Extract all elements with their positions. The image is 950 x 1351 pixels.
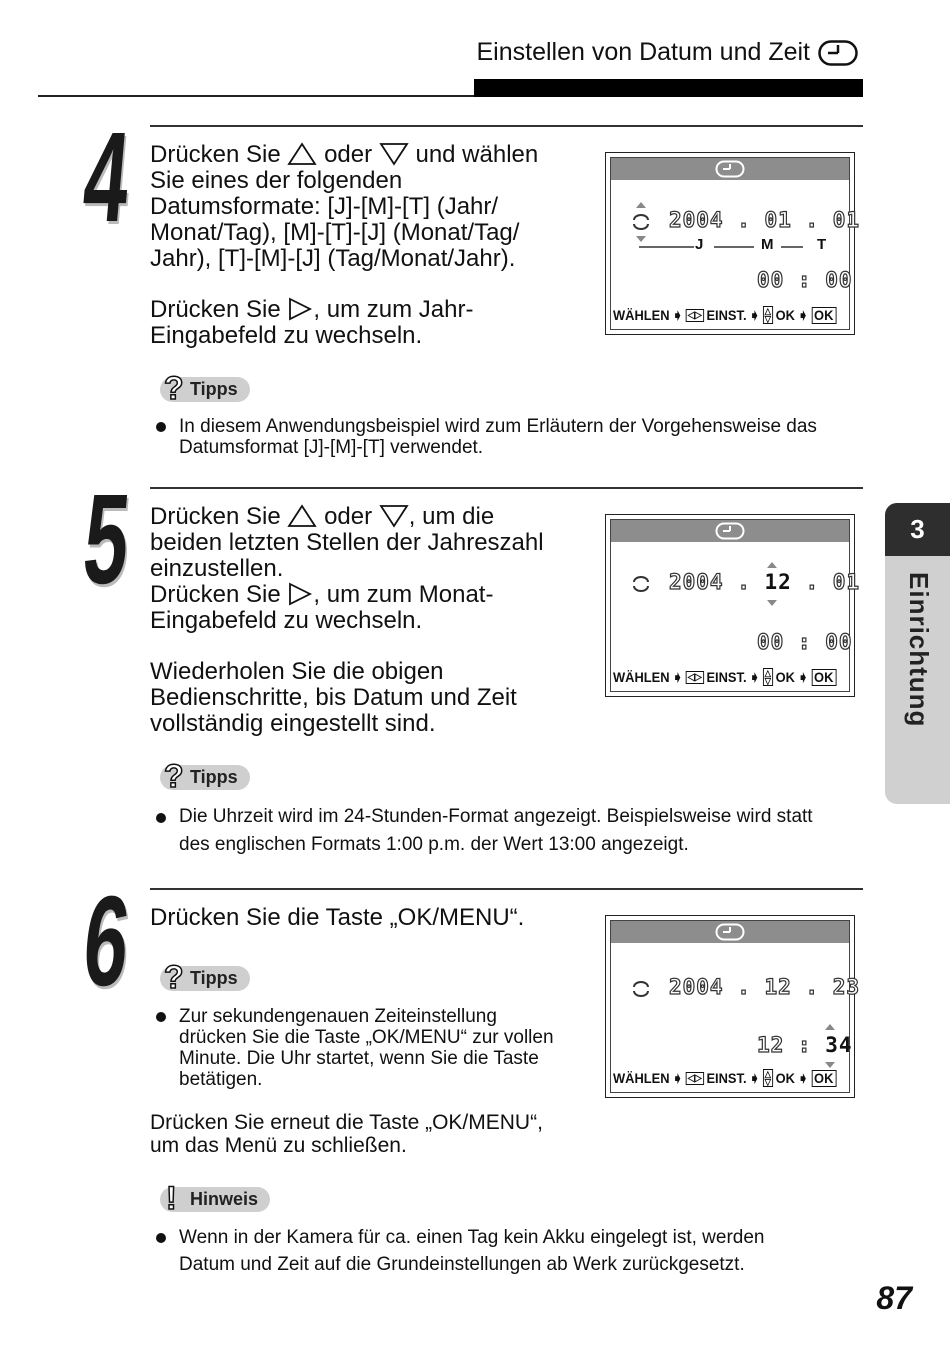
question-icon	[158, 371, 188, 405]
tips-badge: ? Tipps	[160, 965, 250, 991]
lcd-date: 2004 . 12 . 01	[669, 570, 861, 594]
up-down-keys-icon: △ ▽	[764, 1069, 772, 1087]
up-arrow-icon	[287, 504, 317, 528]
arrow-right-icon: ➧	[797, 1069, 809, 1086]
format-toggle-icon	[629, 977, 653, 1001]
step-number: 4	[78, 106, 135, 249]
camera-lcd-screen	[605, 915, 861, 1098]
bullet-icon	[156, 813, 166, 823]
arrow-right-icon: ➧	[749, 1069, 761, 1086]
lcd-date: 2004 . 12 . 23	[669, 975, 861, 999]
page-title: Einstellen von Datum und Zeit	[476, 38, 810, 66]
bullet-icon	[156, 1012, 166, 1022]
tip-note: Die Uhrzeit wird im 24-Stunden-Format angezeigt. Beispielsweise wird statt des englischen Formats 1:00 p.m. der Wert 13:00 angezeigt.	[152, 803, 872, 859]
lcd-date: 2004 . 01 . 01	[669, 208, 861, 232]
page-number: 87	[876, 1280, 912, 1316]
exclamation-icon	[158, 1181, 188, 1215]
clock-icon	[715, 923, 745, 941]
tips-badge: ? Tipps	[160, 376, 250, 402]
ok-key-icon: OK	[811, 1070, 836, 1087]
lcd-footer: WÄHLEN ➧ ◁▷ EINST. ➧ △ ▽ OK ➧ OK	[613, 1066, 828, 1090]
format-line	[781, 246, 803, 248]
camera-lcd-screen	[605, 152, 861, 335]
lcd-time: 00 : 00	[757, 268, 853, 292]
hinweis-badge: ! Hinweis	[160, 1186, 270, 1212]
step-4-instructions: Drücken Sie oder und wählen Sie eines der folgenden Datumsformate: [J]-[M]-[T] (Jahr/ Monat/Tag), [M]-[T]-[J] (Monat/Tag/ Jahr), [T]-[M]-[J] (Tag/Monat/Jahr). Drücken Sie , um zum Jahr- Eingabefeld zu wechseln.	[150, 141, 539, 349]
arrow-right-icon: ➧	[749, 668, 761, 685]
svg-text:!: !	[166, 1180, 177, 1215]
svg-text:?: ?	[164, 959, 184, 994]
format-line	[639, 246, 694, 248]
left-right-keys-icon: ◁▷	[687, 671, 702, 683]
chapter-number: 3	[885, 503, 950, 556]
ok-key-icon: OK	[811, 307, 836, 324]
step-divider	[150, 125, 863, 127]
arrow-right-icon: ➧	[672, 1069, 684, 1086]
arrow-right-icon: ➧	[797, 668, 809, 685]
tips-badge: ? Tipps	[160, 764, 250, 790]
svg-text:?: ?	[164, 370, 184, 405]
bullet-icon	[156, 422, 166, 432]
lcd-selected-field: 12	[764, 570, 792, 594]
header-rule	[38, 95, 474, 97]
lcd-footer: WÄHLEN ➧ ◁▷ EINST. ➧ △ ▽ OK ➧ OK	[613, 665, 828, 689]
format-line	[714, 246, 754, 248]
left-right-keys-icon: ◁▷	[687, 309, 702, 321]
question-icon	[158, 759, 188, 793]
clock-icon	[715, 522, 745, 540]
right-arrow-icon	[287, 582, 313, 606]
arrow-right-icon: ➧	[797, 306, 809, 323]
format-label: J	[695, 236, 704, 253]
format-toggle-icon	[629, 200, 653, 244]
question-icon	[158, 960, 188, 994]
tip-note: In diesem Anwendungsbeispiel wird zum Erläutern der Vorgehensweise das Datumsformat [J]-[M]-[T] verwendet.	[152, 416, 872, 458]
step-5-instructions: Drücken Sie oder , um die beiden letzten Stellen der Jahreszahl einzustellen. Drücken Sie , um zum Monat- Eingabefeld zu wechseln. Wiederholen Sie die obigen Bedienschritte, bis Datum und Zeit vollständig eingestellt sind.	[150, 503, 544, 737]
left-right-keys-icon: ◁▷	[687, 1072, 702, 1084]
step-divider	[150, 487, 863, 489]
format-toggle-icon	[629, 572, 653, 596]
arrow-right-icon: ➧	[672, 668, 684, 685]
lcd-selected-field: 34	[825, 1033, 853, 1057]
right-arrow-icon	[287, 297, 313, 321]
header-bar	[474, 79, 863, 97]
chapter-label: Einrichtung	[904, 572, 934, 728]
step-number: 6	[78, 870, 135, 1013]
clock-icon	[715, 160, 745, 178]
clock-icon	[818, 40, 858, 66]
arrow-right-icon: ➧	[672, 306, 684, 323]
tip-note: Zur sekundengenauen Zeiteinstellung drücken Sie die Taste „OK/MENU“ zur vollen Minute. Die Uhr startet, wenn Sie die Taste betätigen.	[152, 1006, 592, 1090]
hinweis-note: Wenn in der Kamera für ca. einen Tag kein Akku eingelegt ist, werden Datum und Zeit auf die Grundeinstellungen ab Werk zurückgesetzt.	[152, 1224, 872, 1278]
step-divider	[150, 888, 863, 890]
arrow-right-icon: ➧	[749, 306, 761, 323]
format-label: M	[761, 236, 774, 253]
bullet-icon	[156, 1233, 166, 1243]
lcd-time: 12 : 34	[757, 1033, 853, 1057]
up-arrow-icon	[287, 142, 317, 166]
camera-lcd-screen	[605, 514, 861, 697]
lcd-footer: WÄHLEN ➧ ◁▷ EINST. ➧ △ ▽ OK ➧ OK	[613, 303, 828, 327]
lcd-time: 00 : 00	[757, 630, 853, 654]
ok-key-icon: OK	[811, 669, 836, 686]
up-down-keys-icon: △ ▽	[764, 668, 772, 686]
down-arrow-icon	[379, 504, 409, 528]
step-6-instructions: Drücken Sie die Taste „OK/MENU“.	[150, 904, 525, 931]
page-header	[476, 38, 858, 67]
close-menu-instruction: Drücken Sie erneut die Taste „OK/MENU“, um das Menü zu schließen.	[150, 1111, 543, 1157]
up-down-keys-icon: △ ▽	[764, 306, 772, 324]
step-number: 5	[78, 468, 135, 611]
format-label: T	[817, 236, 827, 253]
down-arrow-icon	[379, 142, 409, 166]
svg-text:?: ?	[164, 758, 184, 793]
